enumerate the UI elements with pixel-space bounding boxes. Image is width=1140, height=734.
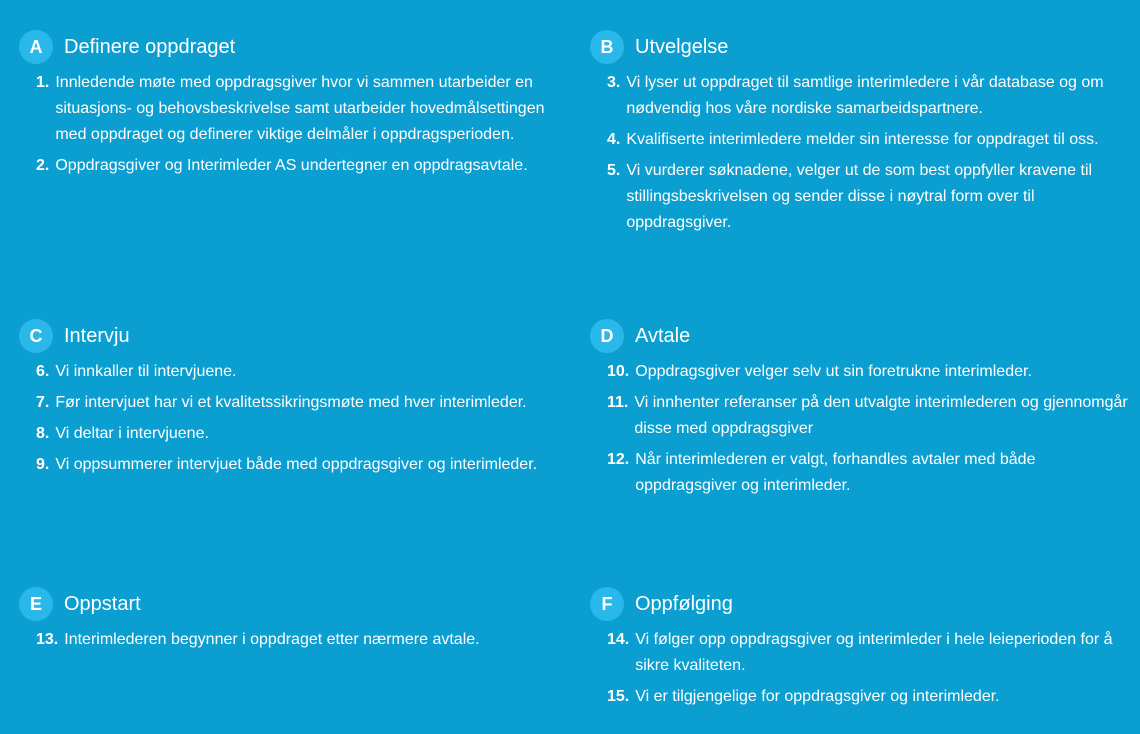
step-number: 15. [607,688,630,705]
section-intervju [19,319,559,483]
step-text: Vi innhenter referanser på den utvalgte interimlederen og gjennomgår disse med oppdragsgiver [634,394,1128,437]
section-header [19,30,559,64]
step-text: Innledende møte med oppdragsgiver hvor vi sammen utarbeider en situasjons- og behovsbeskrivelse samt utarbeider hovedmålsettingen med oppdraget og definerer viktige delmåler i oppdragsperioden. [55,74,545,143]
step-list [590,359,1130,499]
step-text: Vi vurderer søknadene, velger ut de som best oppfyller kravene til stillingsbeskrivelsen og sender disse i nøytral form over til oppdragsgiver. [626,162,1093,231]
section-header [590,319,1130,353]
step-text: Oppdragsgiver og Interimleder AS undertegner en oppdragsavtale. [55,157,528,174]
section-header [19,587,559,621]
list-item [36,421,559,447]
step-text: Når interimlederen er valgt, forhandles avtaler med både oppdragsgiver og interimleder. [635,451,1036,494]
step-badge-a: A [19,30,53,64]
step-text: Vi innkaller til intervjuene. [55,363,237,380]
step-list [19,70,559,179]
list-item [607,627,1130,679]
step-number: 7. [36,394,50,411]
step-number: 1. [36,74,50,91]
section-avtale [590,319,1130,504]
list-item [607,447,1130,499]
section-title: Oppfølging [635,592,733,615]
list-item [36,359,559,385]
section-utvelgelse [590,30,1130,241]
step-number: 10. [607,363,630,380]
step-text: Oppdragsgiver velger selv ut sin foretrukne interimleder. [635,363,1032,380]
step-number: 14. [607,631,630,648]
list-item [36,70,559,148]
list-item [36,390,559,416]
step-text: Interimlederen begynner i oppdraget etter nærmere avtale. [64,631,480,648]
step-number: 4. [607,131,621,148]
step-badge-c: C [19,319,53,353]
section-oppfolging [590,587,1130,715]
list-item [36,153,559,179]
step-text: Før intervjuet har vi et kvalitetssikringsmøte med hver interimleder. [55,394,527,411]
step-badge-b: B [590,30,624,64]
step-number: 2. [36,157,50,174]
step-list [590,627,1130,710]
section-title: Oppstart [64,592,141,615]
step-number: 12. [607,451,630,468]
step-badge-f: F [590,587,624,621]
step-number: 9. [36,456,50,473]
step-number: 5. [607,162,621,179]
section-title: Definere oppdraget [64,35,236,58]
section-title: Intervju [64,324,130,347]
step-text: Vi oppsummerer intervjuet både med oppdragsgiver og interimleder. [55,456,538,473]
list-item [607,158,1130,236]
list-item [607,359,1130,385]
section-definere-oppdraget [19,30,559,184]
list-item [36,452,559,478]
list-item [607,390,1130,442]
section-title: Utvelgelse [635,35,729,58]
step-number: 11. [607,394,629,411]
step-text: Vi deltar i intervjuene. [55,425,209,442]
step-number: 3. [607,74,621,91]
list-item [607,127,1130,153]
section-title: Avtale [635,324,691,347]
list-item [36,627,559,653]
section-header [19,319,559,353]
list-item [607,70,1130,122]
step-list [590,70,1130,236]
step-list [19,359,559,478]
step-badge-d: D [590,319,624,353]
step-text: Vi følger opp oppdragsgiver og interimleder i hele leieperioden for å sikre kvaliteten. [635,631,1113,674]
step-number: 8. [36,425,50,442]
section-header [590,30,1130,64]
list-item [607,684,1130,710]
section-header [590,587,1130,621]
step-text: Vi lyser ut oppdraget til samtlige interimledere i vår database og om nødvendig hos våre nordiske samarbeidspartnere. [626,74,1104,117]
step-number: 6. [36,363,50,380]
section-oppstart [19,587,559,658]
step-list [19,627,559,653]
step-badge-e: E [19,587,53,621]
step-text: Vi er tilgjengelige for oppdragsgiver og interimleder. [635,688,1000,705]
step-number: 13. [36,631,59,648]
step-text: Kvalifiserte interimledere melder sin interesse for oppdraget til oss. [626,131,1099,148]
